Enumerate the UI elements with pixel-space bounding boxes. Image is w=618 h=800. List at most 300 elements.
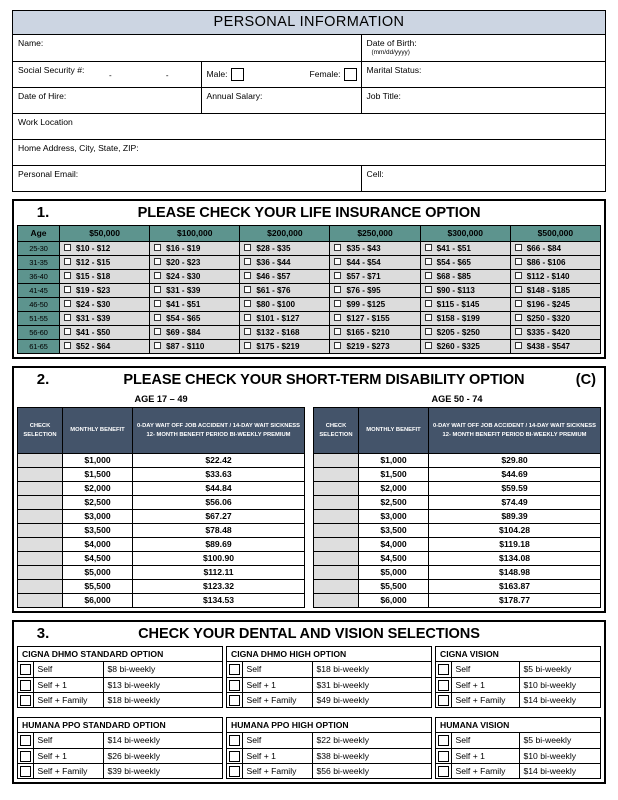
plan-select-cell[interactable] <box>436 662 451 677</box>
table-row <box>18 510 305 524</box>
plan-options-table <box>436 662 600 707</box>
checkbox-icon[interactable] <box>425 342 432 349</box>
life-option-cell[interactable] <box>150 284 240 298</box>
checkbox-icon[interactable] <box>154 272 161 279</box>
life-option-cell[interactable] <box>240 256 330 270</box>
check-selection-cell[interactable] <box>314 468 359 482</box>
check-selection-cell[interactable] <box>18 538 63 552</box>
biweekly-premium-cell: $67.27 <box>133 510 305 524</box>
checkbox-icon[interactable] <box>334 342 341 349</box>
plan-select-cell[interactable] <box>436 763 451 778</box>
checkbox-icon[interactable] <box>334 300 341 307</box>
social-security-field[interactable] <box>13 61 201 87</box>
checkbox-icon[interactable] <box>515 314 522 321</box>
life-option-cell[interactable] <box>330 256 420 270</box>
job-title-field[interactable] <box>361 87 605 113</box>
premium-range-label: $80 - $100 <box>256 300 296 309</box>
disability-premium-table <box>313 407 601 608</box>
plan-select-cell[interactable] <box>18 733 33 748</box>
life-option-cell[interactable] <box>60 270 150 284</box>
checkbox-icon[interactable] <box>64 314 71 321</box>
table-row <box>13 139 605 165</box>
check-selection-cell[interactable] <box>18 580 63 594</box>
checkbox-icon[interactable] <box>154 286 161 293</box>
table-row <box>314 566 601 580</box>
work-location-field[interactable] <box>13 113 605 139</box>
table-row <box>18 524 305 538</box>
monthly-benefit-cell: $4,500 <box>359 552 429 566</box>
plan-select-cell[interactable] <box>227 692 242 707</box>
check-selection-cell[interactable] <box>18 454 63 468</box>
biweekly-premium-cell: $163.87 <box>429 580 601 594</box>
coverage-tier-label: Self + Family <box>242 763 312 778</box>
checkbox-icon[interactable] <box>64 244 71 251</box>
coverage-tier-label: Self <box>33 733 103 748</box>
check-selection-cell[interactable] <box>314 482 359 496</box>
checkbox-icon[interactable] <box>64 342 71 349</box>
premium-range-label: $31 - $39 <box>76 314 111 323</box>
checkbox-icon[interactable] <box>244 328 251 335</box>
page-title: PLEASE CHECK YOUR LIFE INSURANCE OPTION <box>137 205 481 221</box>
section-number: 3. <box>36 625 50 642</box>
premium-range-label: $24 - $30 <box>76 300 111 309</box>
life-option-cell[interactable] <box>420 284 510 298</box>
life-option-cell[interactable] <box>510 312 600 326</box>
col-header-check-selection: CHECK SELECTION <box>314 408 359 454</box>
life-option-cell[interactable] <box>420 312 510 326</box>
table-row <box>18 763 222 778</box>
life-option-cell[interactable] <box>240 284 330 298</box>
checkbox-icon[interactable] <box>154 342 161 349</box>
coverage-tier-label: Self <box>33 662 103 677</box>
premium-range-label: $28 - $35 <box>256 244 291 253</box>
premium-range-label: $158 - $199 <box>436 314 480 323</box>
life-option-cell[interactable] <box>60 256 150 270</box>
life-option-cell[interactable] <box>330 312 420 326</box>
checkbox-icon[interactable] <box>64 258 71 265</box>
check-selection-cell[interactable] <box>314 496 359 510</box>
premium-range-label: $15 - $18 <box>76 272 111 281</box>
premium-range-label: $41 - $50 <box>76 328 111 337</box>
table-row <box>13 61 605 87</box>
biweekly-premium-cell: $134.53 <box>133 594 305 608</box>
personal-information-table <box>13 35 605 191</box>
table-row <box>436 677 600 692</box>
life-option-cell[interactable] <box>420 298 510 312</box>
annual-salary-field[interactable] <box>201 87 361 113</box>
life-option-cell[interactable] <box>60 312 150 326</box>
premium-range-label: $86 - $106 <box>526 258 566 267</box>
checkbox-icon[interactable] <box>229 751 240 762</box>
date-of-hire-field[interactable] <box>13 87 201 113</box>
plan-select-cell[interactable] <box>227 748 242 763</box>
checkbox-icon[interactable] <box>20 695 31 706</box>
life-option-cell[interactable] <box>150 326 240 340</box>
life-option-cell[interactable] <box>420 326 510 340</box>
age-range-cell: 61-65 <box>18 340 60 354</box>
age-range-cell: 31-35 <box>18 256 60 270</box>
checkbox-icon[interactable] <box>154 258 161 265</box>
checkbox-icon[interactable] <box>515 342 522 349</box>
checkbox-icon[interactable] <box>425 272 432 279</box>
plan-block <box>435 717 601 779</box>
table-row <box>314 468 601 482</box>
checkbox-icon[interactable] <box>229 680 240 691</box>
life-option-cell[interactable] <box>150 312 240 326</box>
age-band-label: AGE 17 – 49 <box>134 394 188 404</box>
premium-range-label: $41 - $51 <box>436 244 471 253</box>
table-row <box>18 256 601 270</box>
life-option-cell[interactable] <box>510 298 600 312</box>
checkbox-icon[interactable] <box>438 695 449 706</box>
plan-block <box>17 646 223 708</box>
life-option-cell[interactable] <box>60 326 150 340</box>
table-row <box>18 270 601 284</box>
checkbox-icon[interactable] <box>425 300 432 307</box>
name-field[interactable] <box>13 35 361 61</box>
date-of-birth-field[interactable] <box>361 35 605 61</box>
dental-vision-row-2 <box>17 717 601 779</box>
table-header-row <box>314 408 601 454</box>
table-row <box>314 538 601 552</box>
coverage-price-label: $10 bi-weekly <box>519 748 600 763</box>
cell-label: Cell: <box>366 168 384 179</box>
checkbox-icon[interactable] <box>334 258 341 265</box>
age-band-label: AGE 50 - 74 <box>431 394 483 404</box>
checkbox-icon[interactable] <box>515 300 522 307</box>
cell-field[interactable] <box>361 165 605 191</box>
personal-email-field[interactable] <box>13 165 361 191</box>
female-checkbox[interactable] <box>344 68 357 81</box>
checkbox-icon[interactable] <box>64 286 71 293</box>
checkbox-icon[interactable] <box>425 328 432 335</box>
premium-range-label: $35 - $43 <box>346 244 381 253</box>
checkbox-icon[interactable] <box>20 766 31 777</box>
checkbox-icon[interactable] <box>425 286 432 293</box>
life-option-cell[interactable] <box>150 298 240 312</box>
checkbox-icon[interactable] <box>334 286 341 293</box>
biweekly-premium-cell: $112.11 <box>133 566 305 580</box>
life-option-cell[interactable] <box>330 340 420 354</box>
male-checkbox[interactable] <box>231 68 244 81</box>
checkbox-icon[interactable] <box>244 300 251 307</box>
checkbox-icon[interactable] <box>515 258 522 265</box>
ssn-separators: - - <box>109 70 195 80</box>
checkbox-icon[interactable] <box>154 300 161 307</box>
check-selection-cell[interactable] <box>314 566 359 580</box>
plan-block <box>17 717 223 779</box>
premium-range-label: $148 - $185 <box>526 286 570 295</box>
table-row <box>227 763 431 778</box>
coverage-price-label: $31 bi-weekly <box>312 677 431 692</box>
life-option-cell[interactable] <box>510 270 600 284</box>
personal-information-title: PERSONAL INFORMATION <box>13 11 605 35</box>
section-number: 2. <box>36 371 50 388</box>
checkbox-icon[interactable] <box>438 735 449 746</box>
check-selection-cell[interactable] <box>314 454 359 468</box>
coverage-price-label: $18 bi-weekly <box>312 662 431 677</box>
premium-range-label: $46 - $57 <box>256 272 291 281</box>
premium-range-label: $12 - $15 <box>76 258 111 267</box>
check-selection-cell[interactable] <box>18 510 63 524</box>
checkbox-icon[interactable] <box>244 258 251 265</box>
coverage-price-label: $10 bi-weekly <box>519 677 600 692</box>
biweekly-premium-cell: $59.59 <box>429 482 601 496</box>
checkbox-icon[interactable] <box>244 286 251 293</box>
checkbox-icon[interactable] <box>20 735 31 746</box>
coverage-tier-label: Self + 1 <box>33 748 103 763</box>
gender-field <box>201 61 361 87</box>
table-row <box>314 552 601 566</box>
premium-range-label: $260 - $325 <box>436 342 480 351</box>
check-selection-cell[interactable] <box>18 552 63 566</box>
short-term-disability-section <box>12 366 606 613</box>
checkbox-icon[interactable] <box>425 258 432 265</box>
plan-name-label: HUMANA PPO HIGH OPTION <box>227 718 431 733</box>
table-row <box>227 733 431 748</box>
col-header-biweekly-premium: 0-DAY WAIT OFF JOB ACCIDENT / 14-DAY WAIT SICKNESS 12- MONTH BENEFIT PERIOD BI-WEEKLY PREMIUM <box>133 408 305 454</box>
plan-select-cell[interactable] <box>18 677 33 692</box>
check-selection-cell[interactable] <box>314 538 359 552</box>
plan-select-cell[interactable] <box>227 677 242 692</box>
premium-range-label: $127 - $155 <box>346 314 390 323</box>
plan-select-cell[interactable] <box>227 733 242 748</box>
checkbox-icon[interactable] <box>64 328 71 335</box>
life-option-cell[interactable] <box>240 340 330 354</box>
life-option-cell[interactable] <box>420 270 510 284</box>
monthly-benefit-cell: $4,000 <box>63 538 133 552</box>
life-option-cell[interactable] <box>330 298 420 312</box>
life-option-cell[interactable] <box>510 326 600 340</box>
life-option-cell[interactable] <box>330 270 420 284</box>
checkbox-icon[interactable] <box>334 244 341 251</box>
coverage-price-label: $39 bi-weekly <box>107 765 161 776</box>
life-insurance-table <box>17 225 601 354</box>
life-option-cell[interactable] <box>240 298 330 312</box>
checkbox-icon[interactable] <box>229 766 240 777</box>
plan-block <box>226 646 432 708</box>
female-label: Female: <box>309 69 341 79</box>
checkbox-icon[interactable] <box>154 314 161 321</box>
plan-select-cell[interactable] <box>436 733 451 748</box>
checkbox-icon[interactable] <box>64 272 71 279</box>
checkbox-icon[interactable] <box>154 244 161 251</box>
coverage-tier-label: Self + Family <box>33 692 103 707</box>
home-address-field[interactable] <box>13 139 605 165</box>
monthly-benefit-cell: $5,500 <box>359 580 429 594</box>
checkbox-icon[interactable] <box>438 680 449 691</box>
coverage-tier-label: Self + Family <box>451 692 519 707</box>
col-header-300k: $300,000 <box>420 226 510 242</box>
premium-range-label: $87 - $110 <box>166 342 205 351</box>
checkbox-icon[interactable] <box>244 314 251 321</box>
plan-options-table <box>18 662 222 707</box>
life-option-cell[interactable] <box>510 340 600 354</box>
biweekly-premium-cell: $44.84 <box>133 482 305 496</box>
checkbox-icon[interactable] <box>334 328 341 335</box>
checkbox-icon[interactable] <box>334 272 341 279</box>
check-selection-cell[interactable] <box>18 496 63 510</box>
plan-select-cell[interactable] <box>436 677 451 692</box>
checkbox-icon[interactable] <box>425 244 432 251</box>
checkbox-icon[interactable] <box>334 314 341 321</box>
checkbox-icon[interactable] <box>244 342 251 349</box>
life-option-cell[interactable] <box>150 242 240 256</box>
checkbox-icon[interactable] <box>229 664 240 675</box>
life-option-cell[interactable] <box>330 284 420 298</box>
plan-select-cell[interactable] <box>436 692 451 707</box>
life-option-cell[interactable] <box>60 284 150 298</box>
disability-rows <box>18 454 305 608</box>
check-selection-cell[interactable] <box>18 468 63 482</box>
premium-range-label: $31 - $39 <box>166 286 201 295</box>
table-row <box>18 580 305 594</box>
checkbox-icon[interactable] <box>20 664 31 675</box>
check-selection-cell[interactable] <box>18 524 63 538</box>
check-selection-cell[interactable] <box>314 580 359 594</box>
check-selection-cell[interactable] <box>18 482 63 496</box>
plan-select-cell[interactable] <box>436 748 451 763</box>
biweekly-premium-cell: $89.69 <box>133 538 305 552</box>
checkbox-icon[interactable] <box>515 328 522 335</box>
coverage-price-label: $49 bi-weekly <box>316 694 370 705</box>
premium-range-label: $250 - $320 <box>526 314 570 323</box>
premium-range-label: $10 - $12 <box>76 244 111 253</box>
premium-range-label: $132 - $168 <box>256 328 300 337</box>
plan-name-label: CIGNA VISION <box>436 647 600 662</box>
coverage-tier-label: Self + 1 <box>242 748 312 763</box>
table-row <box>18 482 305 496</box>
life-option-cell[interactable] <box>330 326 420 340</box>
life-option-cell[interactable] <box>150 340 240 354</box>
monthly-benefit-cell: $6,000 <box>63 594 133 608</box>
check-selection-cell[interactable] <box>314 552 359 566</box>
life-option-cell[interactable] <box>150 270 240 284</box>
premium-range-label: $52 - $64 <box>76 342 111 351</box>
table-row <box>227 748 431 763</box>
table-row <box>18 468 305 482</box>
premium-range-label: $57 - $71 <box>346 272 381 281</box>
coverage-tier-label: Self <box>242 662 312 677</box>
personal-email-label: Personal Email: <box>18 168 79 179</box>
check-selection-cell[interactable] <box>314 510 359 524</box>
dental-vision-body <box>14 646 604 782</box>
table-row <box>436 692 600 707</box>
checkbox-icon[interactable] <box>244 244 251 251</box>
short-term-disability-body <box>14 392 604 611</box>
premium-range-label: $19 - $23 <box>76 286 111 295</box>
life-option-cell[interactable] <box>240 242 330 256</box>
table-row <box>314 580 601 594</box>
checkbox-icon[interactable] <box>229 735 240 746</box>
check-selection-cell[interactable] <box>314 594 359 608</box>
age-range-cell: 51-55 <box>18 312 60 326</box>
plan-options-table <box>227 662 431 707</box>
section-number: 1. <box>36 204 50 221</box>
home-address-label: Home Address, City, State, ZIP: <box>18 142 139 153</box>
date-of-birth-format-hint: (mm/dd/yyyy) <box>371 49 410 56</box>
premium-range-label: $219 - $273 <box>346 342 390 351</box>
life-option-cell[interactable] <box>60 340 150 354</box>
checkbox-icon[interactable] <box>438 766 449 777</box>
plan-select-cell[interactable] <box>18 662 33 677</box>
plan-select-cell[interactable] <box>227 763 242 778</box>
life-option-cell[interactable] <box>510 284 600 298</box>
checkbox-icon[interactable] <box>154 328 161 335</box>
check-selection-cell[interactable] <box>18 566 63 580</box>
premium-range-label: $90 - $113 <box>436 286 475 295</box>
checkbox-icon[interactable] <box>425 314 432 321</box>
checkbox-icon[interactable] <box>20 751 31 762</box>
check-selection-cell[interactable] <box>314 524 359 538</box>
checkbox-icon[interactable] <box>515 272 522 279</box>
table-row <box>18 454 305 468</box>
life-option-cell[interactable] <box>150 256 240 270</box>
job-title-label: Job Title: <box>366 90 401 101</box>
checkbox-icon[interactable] <box>438 751 449 762</box>
male-label: Male: <box>206 69 228 79</box>
life-option-cell[interactable] <box>240 326 330 340</box>
life-option-cell[interactable] <box>240 312 330 326</box>
coverage-tier-label: Self + Family <box>33 763 103 778</box>
marital-status-field[interactable] <box>361 61 605 87</box>
life-option-cell[interactable] <box>60 242 150 256</box>
coverage-price-label: $26 bi-weekly <box>103 748 222 763</box>
coverage-price-label: $8 bi-weekly <box>103 662 222 677</box>
premium-range-label: $335 - $420 <box>526 328 570 337</box>
checkbox-icon[interactable] <box>64 300 71 307</box>
checkbox-icon[interactable] <box>438 664 449 675</box>
age-range-cell: 36-40 <box>18 270 60 284</box>
coverage-tier-label: Self + Family <box>242 692 312 707</box>
life-option-cell[interactable] <box>420 340 510 354</box>
life-option-cell[interactable] <box>420 256 510 270</box>
monthly-benefit-cell: $5,000 <box>359 566 429 580</box>
monthly-benefit-cell: $1,000 <box>63 454 133 468</box>
checkbox-icon[interactable] <box>515 286 522 293</box>
dental-vision-section <box>12 620 606 784</box>
plan-select-cell[interactable] <box>18 763 33 778</box>
life-option-cell[interactable] <box>510 256 600 270</box>
monthly-benefit-cell: $5,500 <box>63 580 133 594</box>
plan-block <box>435 646 601 708</box>
plan-select-cell[interactable] <box>227 662 242 677</box>
checkbox-icon[interactable] <box>515 244 522 251</box>
life-option-cell[interactable] <box>330 242 420 256</box>
table-row <box>18 340 601 354</box>
coverage-price-label: $14 bi-weekly <box>103 733 222 748</box>
plan-select-cell[interactable] <box>18 748 33 763</box>
table-row <box>18 538 305 552</box>
plan-select-cell[interactable] <box>18 692 33 707</box>
table-row <box>18 326 601 340</box>
life-option-cell[interactable] <box>510 242 600 256</box>
disability-table-age-17-49 <box>17 392 305 608</box>
coverage-tier-label: Self + 1 <box>451 748 519 763</box>
life-option-cell[interactable] <box>60 298 150 312</box>
checkbox-icon[interactable] <box>229 695 240 706</box>
annual-salary-label: Annual Salary: <box>206 90 263 101</box>
monthly-benefit-cell: $2,500 <box>359 496 429 510</box>
checkbox-icon[interactable] <box>244 272 251 279</box>
col-header-check-selection: CHECK SELECTION <box>18 408 63 454</box>
premium-range-label: $101 - $127 <box>256 314 300 323</box>
checkbox-icon[interactable] <box>20 680 31 691</box>
check-selection-cell[interactable] <box>18 594 63 608</box>
dental-vision-row-divider <box>17 708 601 717</box>
life-option-cell[interactable] <box>420 242 510 256</box>
life-option-cell[interactable] <box>240 270 330 284</box>
